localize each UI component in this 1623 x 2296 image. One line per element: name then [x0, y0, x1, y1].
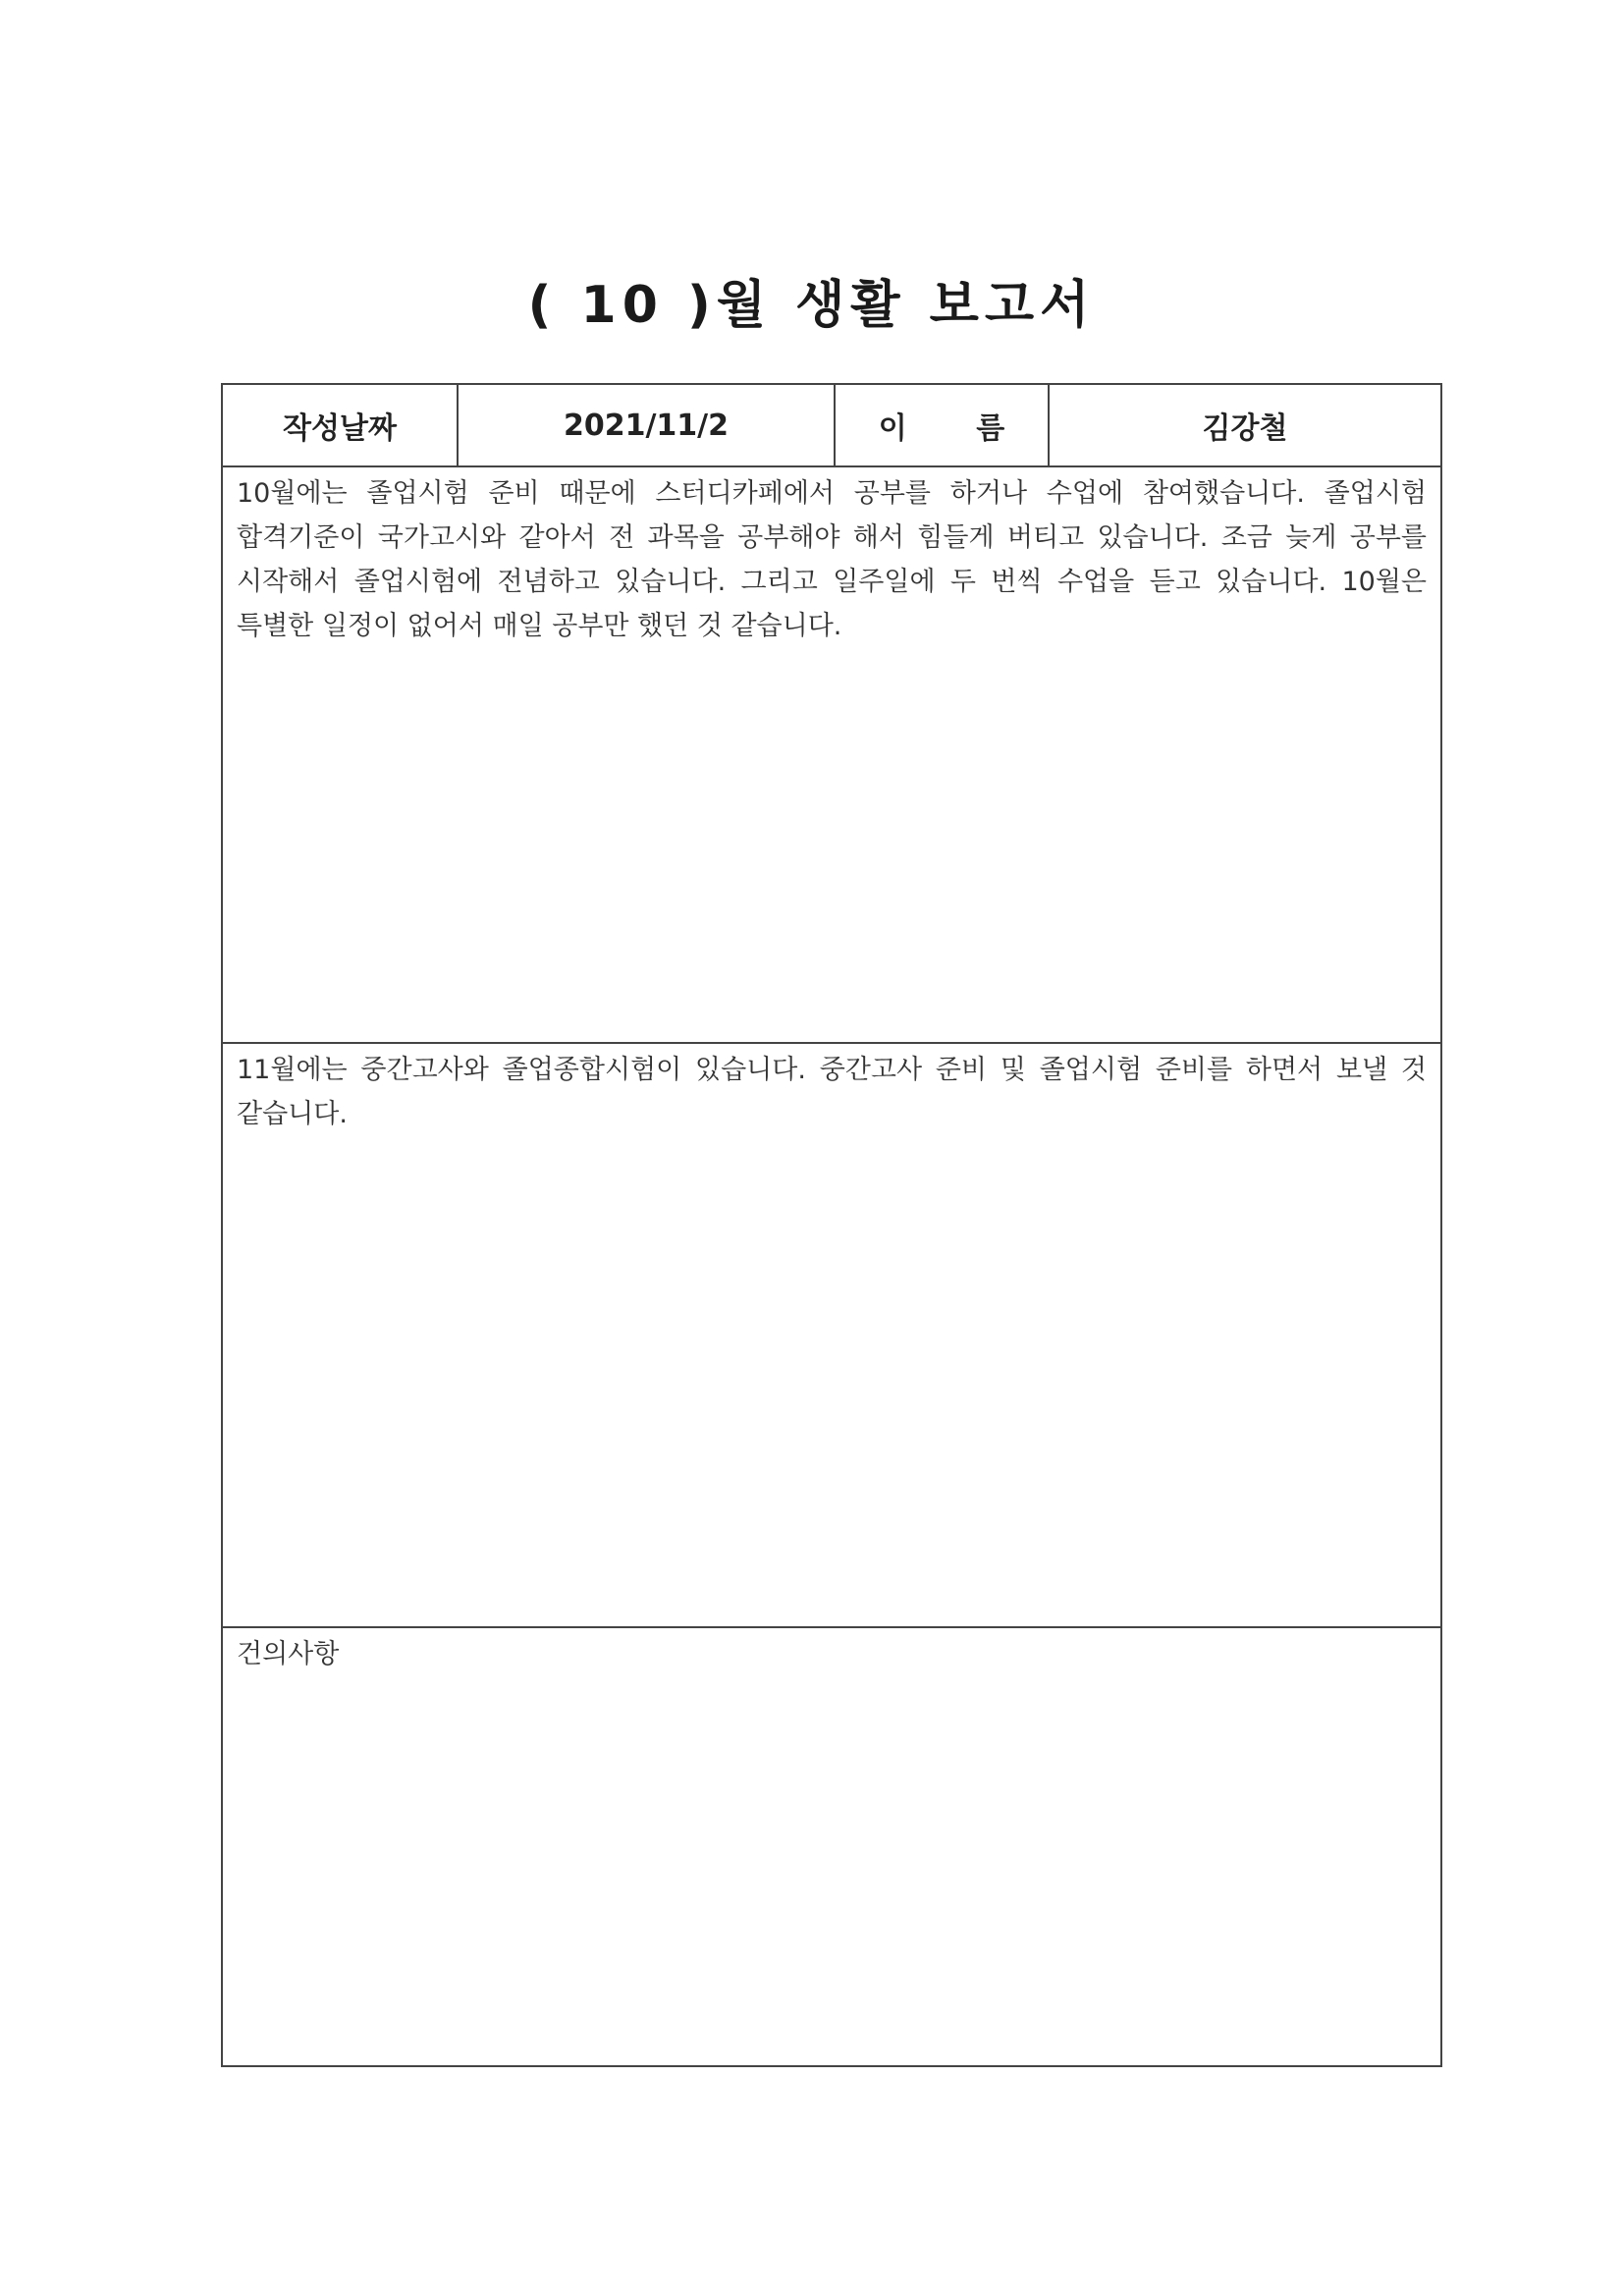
suggestions-label: 건의사항 — [237, 1639, 340, 1669]
date-label: 작성날짜 — [223, 385, 459, 465]
name-value: 김강철 — [1202, 411, 1288, 446]
report-table — [221, 383, 1442, 2067]
name-label: 이 름 — [836, 385, 1050, 465]
page-title: ( 10 )월 생활 보고서 — [527, 276, 1096, 335]
next-month-text: 11월에는 중간고사와 졸업종합시험이 있습니다. 중간고사 준비 및 졸업시험 준비를 하면서 보낼 것 같습니다. — [237, 1055, 1427, 1129]
next-month-section — [223, 1044, 1440, 1628]
suggestions-section — [223, 1628, 1440, 2065]
date-value: 2021/11/2 — [459, 385, 836, 465]
this-month-section — [223, 467, 1440, 1044]
this-month-text: 10월에는 졸업시험 준비 때문에 스터디카페에서 공부를 하거나 수업에 참여했습니다. 졸업시험 합격기준이 국가고시와 같아서 전 과목을 공부해야 해서 힘들게 버티고 있습니다. 조금 늦게 공부를 시작해서 졸업시험에 전념하고 있습니다. 그리고 일주일에 두 번씩 수업을 듣고 있습니다. 10월은 특별한 일정이 없어서 매일 공부만 했던 것 같습니다. — [237, 478, 1427, 641]
header-row — [223, 385, 1440, 467]
